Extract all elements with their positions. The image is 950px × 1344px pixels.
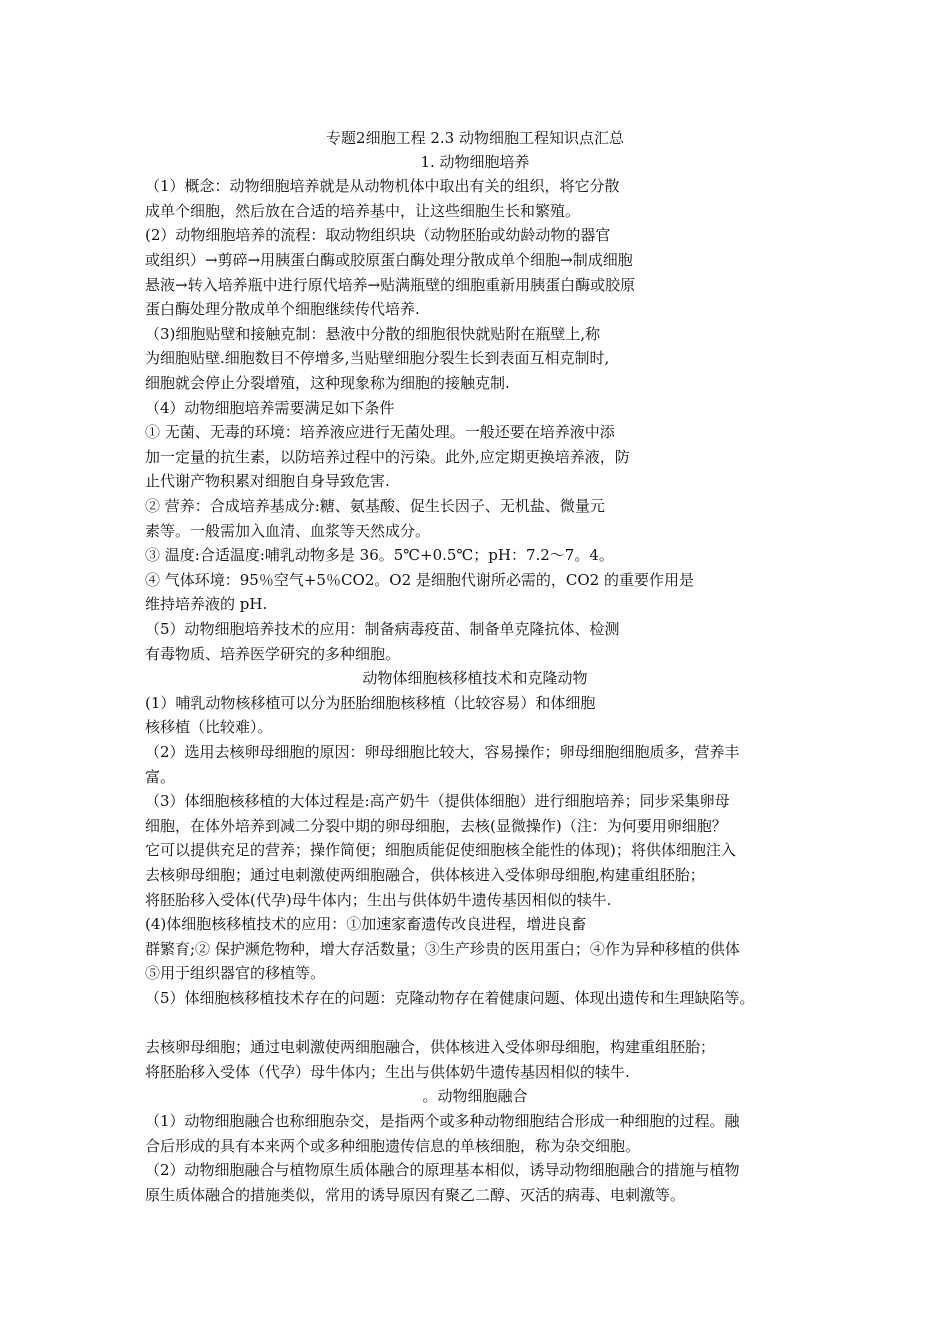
text-line: ③ 温度:合适温度:哺乳动物多是 36。5℃+0.5℃；pH：7.2～7。4。 <box>145 546 614 564</box>
text-line: ② 营养：合成培养基成分:糖、氨基酸、促生长因子、无机盐、微量元 <box>145 497 605 515</box>
text-line: （2）动物细胞融合与植物原生质体融合的原理基本相似，诱导动物细胞融合的措施与植物 <box>145 1161 740 1179</box>
text-line: 成单个细胞，然后放在合适的培养基中，让这些细胞生长和繁殖。 <box>145 202 581 220</box>
text-line: ⑤用于组织器官的移植等。 <box>145 964 326 982</box>
text-line: 止代谢产物积累对细胞自身导致危害. <box>145 472 390 490</box>
text-line: （2）选用去核卵母细胞的原因：卵母细胞比较大，容易操作；卵母细胞细胞质多，营养丰 <box>145 743 740 761</box>
text-line: 细胞就会停止分裂增殖，这种现象称为细胞的接触克制. <box>145 374 510 392</box>
text-line: 群繁育;② 保护濒危物种，增大存活数量；③生产珍贵的医用蛋白；④作为异种移植的供体 <box>145 940 740 958</box>
text-line: 有毒物质、培养医学研究的多种细胞。 <box>145 645 401 663</box>
text-line: （1）概念：动物细胞培养就是从动物机体中取出有关的组织，将它分散 <box>145 177 620 195</box>
text-line: 维持培养液的 pH. <box>145 595 268 613</box>
text-line: 加一定量的抗生素，以防培养过程中的污染。此外,应定期更换培养液，防 <box>145 448 630 466</box>
text-line: （3）体细胞核移植的大体过程是:高产奶牛（提供体细胞）进行细胞培养；同步采集卵母 <box>145 792 730 810</box>
text-line: （4）动物细胞培养需要满足如下条件 <box>145 399 395 417</box>
text-line: 悬液→转入培养瓶中进行原代培养→贴满瓶壁的细胞重新用胰蛋白酶或胶原 <box>145 276 636 294</box>
text-line: 核移植（比较难）。 <box>145 718 273 736</box>
text-line: 将胚胎移入受体(代孕)母牛体内；生出与供体奶牛遗传基因相似的犊牛. <box>145 891 612 909</box>
text-line: (1）哺乳动物核移植可以分为胚胎细胞核移植（比较容易）和体细胞 <box>145 694 596 712</box>
text-line: ④ 气体环境：95％空气+5％CO2。O2 是细胞代谢所必需的，CO2 的重要作用是 <box>145 571 694 589</box>
text-line: （5）体细胞核移植技术存在的问题：克隆动物存在着健康问题、体现出遗传和生理缺陷等。 <box>145 989 755 1007</box>
text-line: (2）动物细胞培养的流程：取动物组织块（动物胚胎或幼龄动物的器官 <box>145 226 611 244</box>
text-line: 原生质体融合的措施类似，常用的诱导原因有聚乙二醇、灭活的病毒、电刺激等。 <box>145 1186 686 1204</box>
section-heading: 动物体细胞核移植技术和克隆动物 <box>362 669 588 687</box>
text-line: （5）动物细胞培养技术的应用：制备病毒疫苗、制备单克隆抗体、检测 <box>145 620 620 638</box>
section-heading: 。动物细胞融合 <box>422 1087 528 1105</box>
section-heading: 1. 动物细胞培养 <box>420 153 530 171</box>
text-line: 富。 <box>145 768 176 786</box>
text-line: （3)细胞贴壁和接触克制：悬液中分散的细胞很快就贴附在瓶壁上,称 <box>145 325 601 343</box>
text-line: 将胚胎移入受体（代孕）母牛体内；生出与供体奶牛遗传基因相似的犊牛. <box>145 1063 630 1081</box>
text-line: 素等。一般需加入血清、血浆等天然成分。 <box>145 522 431 540</box>
text-line: （1）动物细胞融合也称细胞杂交，是指两个或多种动物细胞结合形成一种细胞的过程。融 <box>145 1112 740 1130</box>
text-line: 它可以提供充足的营养；操作简便；细胞质能促使细胞核全能性的体现)；将供体细胞注入 <box>145 841 736 859</box>
text-line: 或组织）→剪碎→用胰蛋白酶或胶原蛋白酶处理分散成单个细胞→制成细胞 <box>145 251 633 269</box>
document-title: 专题2细胞工程 2.3 动物细胞工程知识点汇总 <box>326 129 624 147</box>
text-line: 细胞，在体外培养到减二分裂中期的卵母细胞，去核(显微操作)（注：为何要用卵细胞？ <box>145 817 727 835</box>
text-line: 为细胞贴壁.细胞数目不停增多,当贴壁细胞分裂生长到表面互相克制时, <box>145 349 610 367</box>
text-line: 去核卵母细胞；通过电刺激使两细胞融合，供体核进入受体卵母细胞，构建重组胚胎； <box>145 1038 716 1056</box>
text-line: 合后形成的具有本来两个或多种细胞遗传信息的单核细胞，称为杂交细胞。 <box>145 1137 641 1155</box>
text-line: 蛋白酶处理分散成单个细胞继续传代培养. <box>145 300 420 318</box>
text-line: ① 无菌、无毒的环境：培养液应进行无菌处理。一般还要在培养液中添 <box>145 423 615 441</box>
text-line: (4)体细胞核移植技术的应用：①加速家畜遗传改良进程，增进良畜 <box>145 915 587 933</box>
text-line: 去核卵母细胞；通过电刺激使两细胞融合，供体核进入受体卵母细胞,构建重组胚胎； <box>145 866 705 884</box>
